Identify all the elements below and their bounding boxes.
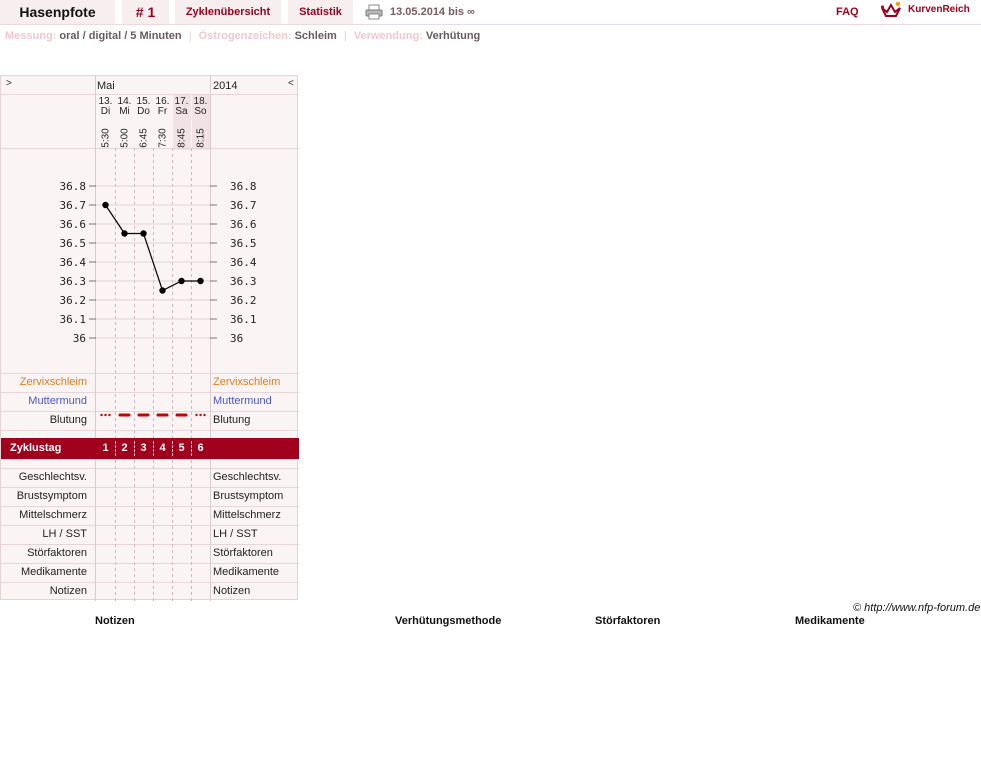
heading-notizen: Notizen — [95, 615, 135, 627]
measurement-time-text: 6:45 — [138, 128, 149, 148]
cycle-chart-panel — [0, 75, 298, 600]
cycle-day-number: 3 — [140, 442, 147, 454]
heading-verhuetungsmethode: Verhütungsmethode — [395, 615, 502, 627]
temperature-point — [140, 230, 146, 236]
cycle-day-divider — [172, 441, 173, 456]
separator: | — [188, 30, 192, 42]
verwendung-value: Verhütung — [425, 30, 481, 42]
bleeding-heavy-mark — [176, 414, 188, 417]
temperature-point — [197, 278, 203, 284]
measurement-info — [5, 30, 480, 44]
row-label-lh-sst: LH / SST — [42, 528, 87, 540]
cycle-day-divider — [134, 441, 135, 456]
temp-label-left: 36.1 — [59, 313, 86, 326]
temp-label-left: 36.7 — [59, 199, 86, 212]
messung-value: oral / digital / 5 Minuten — [59, 30, 182, 42]
row-label-stoerfaktoren-right: Störfaktoren — [213, 547, 273, 559]
row-label-notizen: Notizen — [49, 585, 87, 597]
tab-statistics[interactable]: Statistik — [288, 0, 353, 24]
temperature-point — [178, 278, 184, 284]
measurement-time-text: 7:30 — [157, 128, 168, 148]
temp-label-right: 36.7 — [230, 199, 257, 212]
day-date: 18. — [193, 96, 208, 107]
measurement-time-text: 8:45 — [176, 128, 187, 148]
heading-stoerfaktoren: Störfaktoren — [595, 615, 661, 627]
cycle-day-number: 2 — [121, 442, 128, 454]
row-label-brustsymptom: Brustsymptom — [16, 490, 87, 502]
row-label-brustsymptom-right: Brustsymptom — [213, 490, 284, 502]
date-range: 13.05.2014 bis ∞ — [390, 6, 475, 18]
month-label: Mai — [97, 80, 115, 92]
day-weekday: So — [194, 106, 207, 117]
day-weekday: Fr — [157, 106, 168, 117]
bleeding-light-mark — [203, 414, 205, 416]
row-label-zervixschleim: Zervixschleim — [19, 376, 87, 388]
day-date: 14. — [117, 96, 132, 107]
messung-label: Messung: — [5, 30, 57, 42]
temperature-point — [121, 230, 127, 236]
oestrogen-value: Schleim — [294, 30, 337, 42]
separator: | — [343, 30, 347, 42]
row-label-geschlechtsverkehr-right: Geschlechtsv. — [213, 471, 282, 483]
day-date: 17. — [174, 96, 189, 107]
cycle-day-number: 1 — [102, 442, 109, 454]
day-date: 15. — [136, 96, 151, 107]
temperature-line — [106, 205, 201, 291]
measurement-time-text: 5:30 — [100, 128, 111, 148]
faq-link[interactable]: FAQ — [836, 6, 859, 18]
temp-label-right: 36.6 — [230, 218, 257, 231]
cycle-day-divider — [191, 441, 192, 456]
temp-label-right: 36.5 — [230, 237, 257, 250]
user-name: Hasenpfote — [0, 0, 115, 24]
row-label-geschlechtsverkehr: Geschlechtsv. — [18, 471, 87, 483]
row-label-mittelschmerz: Mittelschmerz — [19, 509, 87, 521]
day-weekday: Do — [137, 106, 150, 117]
nav-previous-button[interactable]: > — [6, 78, 12, 89]
temp-label-right: 36.4 — [230, 256, 257, 269]
row-label-stoerfaktoren: Störfaktoren — [27, 547, 87, 559]
temp-label-left: 36.2 — [59, 294, 86, 307]
temp-label-right: 36 — [230, 332, 244, 345]
credit-link[interactable]: © http://www.nfp-forum.de — [853, 602, 981, 614]
year-label: 2014 — [213, 80, 238, 92]
temp-label-left: 36.5 — [59, 237, 86, 250]
temp-label-right: 36.8 — [230, 180, 257, 193]
temp-label-left: 36.8 — [59, 180, 86, 193]
measurement-time-text: 8:15 — [195, 128, 206, 148]
temp-label-left: 36.4 — [59, 256, 86, 269]
row-label-muttermund: Muttermund — [28, 395, 87, 407]
day-weekday: Sa — [175, 106, 188, 117]
row-label-medikamente-right: Medikamente — [213, 566, 280, 578]
row-label-lh-sst-right: LH / SST — [213, 528, 258, 540]
bleeding-light-mark — [100, 414, 102, 416]
row-label-mittelschmerz-right: Mittelschmerz — [213, 509, 281, 521]
bleeding-heavy-mark — [119, 414, 131, 417]
cycle-day-number: 5 — [178, 442, 185, 454]
top-bar — [0, 0, 981, 25]
cycle-day-divider — [115, 441, 116, 456]
temp-label-right: 36.3 — [230, 275, 257, 288]
temperature-point — [102, 202, 108, 208]
measurement-time-text: 5:00 — [119, 128, 130, 148]
temp-label-right: 36.2 — [230, 294, 257, 307]
nav-next-button[interactable]: < — [288, 78, 294, 89]
cycle-day-number: 4 — [159, 442, 166, 454]
row-label-notizen-right: Notizen — [213, 585, 251, 597]
bleeding-light-mark — [199, 414, 201, 416]
logo-text[interactable]: KurvenReich — [908, 4, 970, 15]
temp-label-right: 36.1 — [230, 313, 257, 326]
verwendung-label: Verwendung: — [353, 30, 423, 42]
day-weekday: Mi — [119, 106, 130, 117]
cycle-day-divider — [153, 441, 154, 456]
temp-label-left: 36.3 — [59, 275, 86, 288]
row-label-zervixschleim-right: Zervixschleim — [213, 376, 281, 388]
heading-medikamente: Medikamente — [795, 615, 865, 627]
row-label-muttermund-right: Muttermund — [213, 395, 272, 407]
temp-label-left: 36.6 — [59, 218, 86, 231]
tab-cycle-overview[interactable]: Zyklenübersicht — [175, 0, 281, 24]
row-label-medikamente: Medikamente — [20, 566, 87, 578]
day-weekday: Di — [100, 106, 111, 117]
bleeding-light-mark — [195, 414, 197, 416]
cycle-day-bar — [1, 438, 299, 459]
temperature-point — [159, 287, 165, 293]
crown-logo-icon[interactable] — [880, 1, 902, 21]
bleeding-light-mark — [104, 414, 106, 416]
row-label-blutung: Blutung — [49, 414, 87, 426]
day-date: 16. — [155, 96, 170, 107]
day-date: 13. — [98, 96, 113, 107]
bleeding-heavy-mark — [157, 414, 169, 417]
bleeding-heavy-mark — [138, 414, 150, 417]
temp-label-left: 36 — [72, 332, 86, 345]
cycle-day-number: 6 — [197, 442, 204, 454]
bleeding-light-mark — [108, 414, 110, 416]
cycle-number[interactable]: # 1 — [122, 0, 169, 24]
printer-icon[interactable] — [365, 4, 383, 20]
row-label-blutung-right: Blutung — [213, 414, 251, 426]
oestrogen-label: Östrogenzeichen: — [198, 30, 292, 42]
cycle-day-label: Zyklustag — [10, 442, 62, 454]
